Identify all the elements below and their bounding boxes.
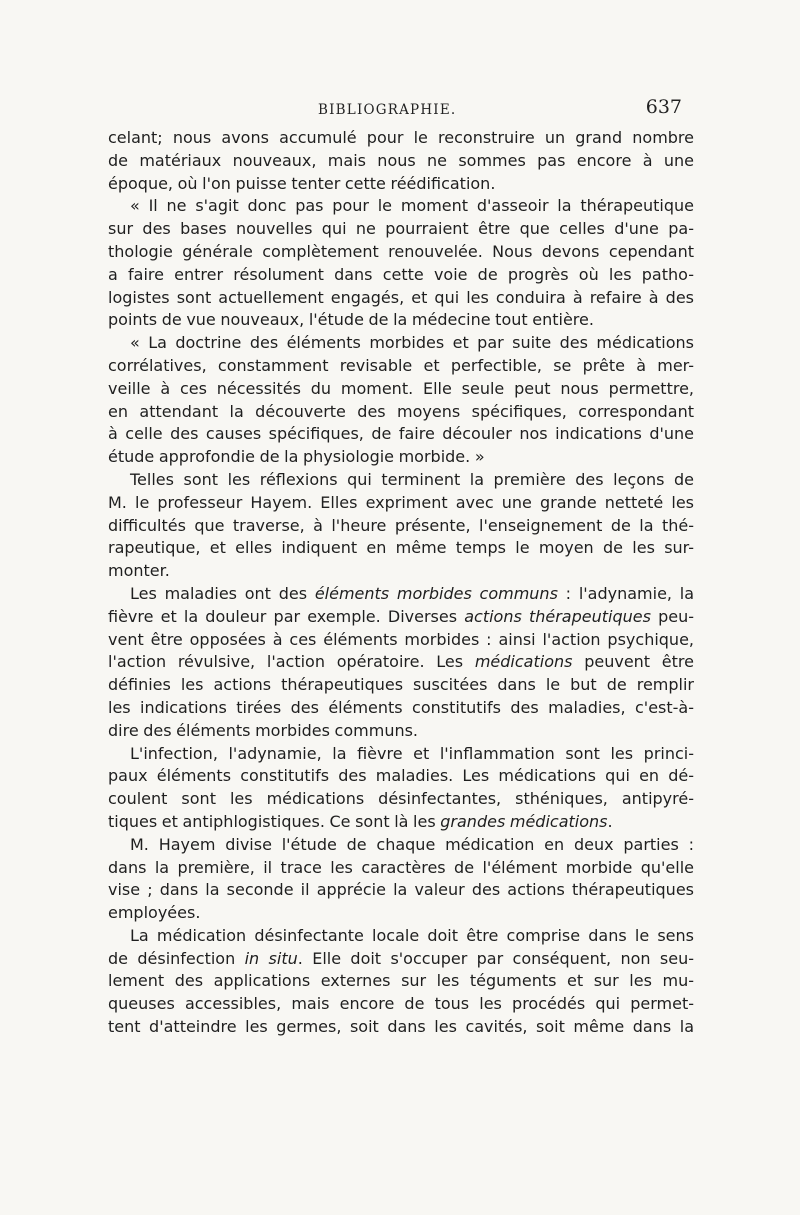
text-line: logistes sont actuellement engagés, et qui les conduira à refaire à des xyxy=(108,287,694,307)
text-line: tiques et antiphlogistiques. Ce sont là les grandes médications. xyxy=(108,811,613,831)
text-line: de désinfection in situ. Elle doit s'occuper par conséquent, non seu- xyxy=(108,948,695,968)
text-line: époque, où l'on puisse tenter cette réédification. xyxy=(108,173,496,193)
text-line: coulent sont les médications désinfectantes, sthéniques, antipyré- xyxy=(108,789,694,809)
text-line: employées. xyxy=(108,903,201,923)
text-line: les indications tirées des éléments constitutifs des maladies, c'est-à- xyxy=(108,697,694,717)
text-line: queuses accessibles, mais encore de tous les procédés qui permet- xyxy=(108,994,694,1014)
page-number: 637 xyxy=(645,96,682,118)
text-line: en attendant la découverte des moyens spécifiques, correspondant xyxy=(108,401,694,421)
text-line: points de vue nouveaux, l'étude de la médecine tout entière. xyxy=(108,310,594,330)
text-line: de matériaux nouveaux, mais nous ne sommes pas encore à une xyxy=(108,150,694,170)
text-line: monter. xyxy=(108,561,170,581)
body-text xyxy=(108,127,694,1039)
text-line: définies les actions thérapeutiques suscitées dans le but de remplir xyxy=(108,675,694,695)
text-line: veille à ces nécessités du moment. Elle seule peut nous permettre, xyxy=(108,378,694,398)
text-line: l'action révulsive, l'action opératoire. Les médications peuvent être xyxy=(108,652,694,672)
text-line: M. Hayem divise l'étude de chaque médication en deux parties : xyxy=(130,834,694,854)
text-line: M. le professeur Hayem. Elles expriment avec une grande netteté les xyxy=(108,492,694,512)
text-line: difficultés que traverse, à l'heure présente, l'enseignement de la thé- xyxy=(108,515,694,535)
text-line: La médication désinfectante locale doit être comprise dans le sens xyxy=(130,925,694,945)
text-line: fièvre et la douleur par exemple. Diverses actions thérapeutiques peu- xyxy=(108,606,695,626)
text-line: thologie générale complètement renouvelée. Nous devons cependant xyxy=(108,241,694,261)
text-line: paux éléments constitutifs des maladies. Les médications qui en dé- xyxy=(108,766,694,786)
text-line: « Il ne s'agit donc pas pour le moment d'asseoir la thérapeutique xyxy=(130,196,694,216)
text-line: lement des applications externes sur les téguments et sur les mu- xyxy=(108,971,694,991)
text-line: L'infection, l'adynamie, la fièvre et l'inflammation sont les princi- xyxy=(130,743,694,763)
text-line: Telles sont les réflexions qui terminent la première des leçons de xyxy=(130,469,694,489)
text-line: rapeutique, et elles indiquent en même temps le moyen de les sur- xyxy=(108,538,694,558)
text-line: étude approfondie de la physiologie morbide. » xyxy=(108,447,485,467)
text-line: celant; nous avons accumulé pour le reconstruire un grand nombre xyxy=(108,128,694,147)
text-line: vise ; dans la seconde il apprécie la valeur des actions thérapeutiques xyxy=(108,880,694,900)
text-line: à celle des causes spécifiques, de faire découler nos indications d'une xyxy=(108,424,694,444)
text-line: « La doctrine des éléments morbides et par suite des médications xyxy=(130,333,694,353)
text-line: corrélatives, constamment revisable et perfectible, se prête à mer- xyxy=(108,355,694,375)
text-line: dans la première, il trace les caractères de l'élément morbide qu'elle xyxy=(108,857,694,877)
running-head: BIBLIOGRAPHIE. xyxy=(318,102,457,118)
text-line: sur des bases nouvelles qui ne pourraient être que celles d'une pa- xyxy=(108,219,694,239)
text-line: vent être opposées à ces éléments morbides : ainsi l'action psychique, xyxy=(108,629,694,649)
text-line: tent d'atteindre les germes, soit dans les cavités, soit même dans la xyxy=(108,1017,694,1037)
text-line: a faire entrer résolument dans cette voie de progrès où les patho- xyxy=(108,264,694,284)
text-line: Les maladies ont des éléments morbides communs : l'adynamie, la xyxy=(130,583,694,603)
page-header xyxy=(108,96,682,122)
text-line: dire des éléments morbides communs. xyxy=(108,720,419,740)
